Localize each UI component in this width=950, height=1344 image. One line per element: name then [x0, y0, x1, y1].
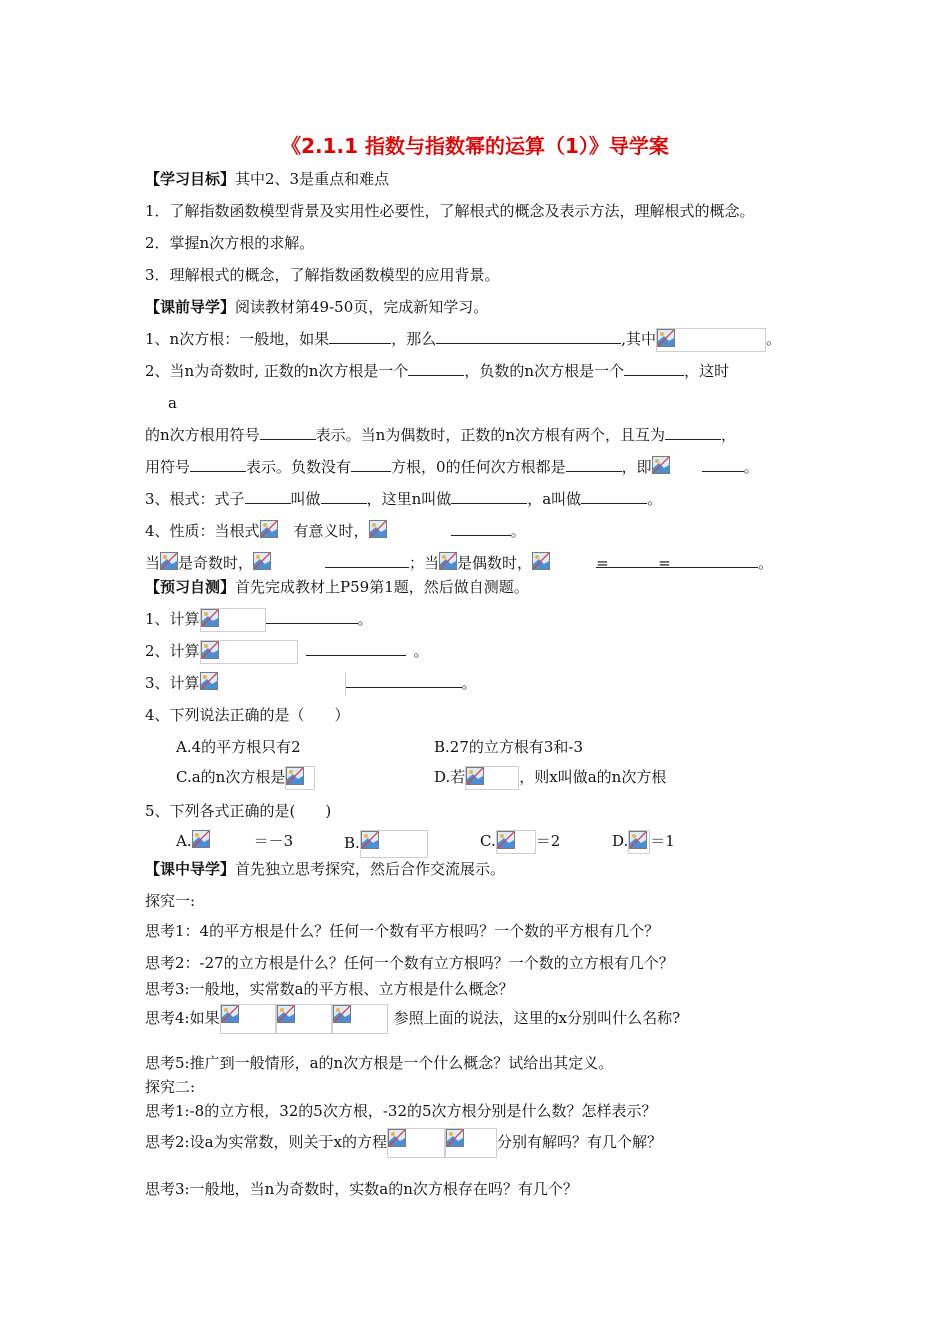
broken-image-icon: [192, 830, 210, 848]
question-2-line-4: [145, 456, 759, 480]
answer-blank[interactable]: [451, 488, 527, 504]
think-item: 思考3:一般地，当n为奇数时，实数a的n次方根存在吗？有几个？: [145, 1180, 578, 1198]
text: ，则x叫做a的n次方根: [519, 768, 667, 786]
text: 表示。当n为偶数时，正数的n次方根有两个，且互为: [315, 426, 665, 444]
text: 。: [647, 490, 663, 508]
goals-heading: 【学习目标】: [145, 170, 236, 188]
text: ＝－3: [253, 832, 294, 850]
self-test-line: [145, 576, 529, 598]
goal-item: 1．了解指数函数模型背景及实用性必要性，了解根式的概念及表示方法，理解根式的概念。: [145, 202, 755, 220]
explore-1-heading: 探究一:: [145, 892, 196, 910]
text: 表示。负数没有: [246, 458, 352, 476]
formula-image: [656, 328, 766, 352]
text: 。: [357, 610, 373, 628]
question-2-line-3: [145, 424, 736, 446]
broken-image-icon: [201, 641, 219, 659]
formula-image: [276, 1004, 332, 1034]
text: D.若: [434, 768, 466, 786]
formula-image: [439, 552, 457, 576]
text: ＝2: [535, 832, 561, 850]
goal-item: 3．理解根式的概念，了解指数函数模型的应用背景。: [145, 266, 500, 284]
option-c[interactable]: [480, 830, 560, 854]
text: ，这时: [684, 362, 730, 380]
question-2-line-2: a: [168, 394, 177, 412]
formula-image: [360, 830, 428, 858]
answer-blank[interactable]: [665, 424, 721, 440]
pre-study-heading: 【课前导学】: [145, 298, 236, 316]
think-item: 思考5:推广到一般情形，a的n次方根是一个什么概念？试给出其定义。: [145, 1054, 614, 1072]
text: C.: [480, 832, 496, 850]
answer-blank[interactable]: [658, 552, 758, 572]
question-4-line-1: [145, 520, 526, 544]
text: ，a叫做: [527, 490, 582, 508]
text: 。: [461, 674, 477, 692]
broken-image-icon: [160, 552, 178, 570]
question-4-choice: 4、下列说法正确的是（ ）: [145, 706, 350, 724]
question-3: [145, 488, 662, 510]
calc-3: [145, 672, 477, 696]
text: 分别有解吗？有几个解？: [497, 1133, 663, 1151]
broken-image-icon: [497, 831, 515, 849]
formula-image: [285, 766, 315, 790]
text: B.: [344, 834, 360, 852]
goals-intro: 其中2、3是重点和难点: [235, 170, 390, 188]
goals-line: [145, 168, 389, 190]
in-class-heading: 【课中导学】: [145, 860, 236, 878]
answer-blank[interactable]: [408, 360, 464, 376]
broken-image-icon: [439, 552, 457, 570]
option-b[interactable]: [344, 830, 428, 858]
text: 2、当n为奇数时, 正数的n次方根是一个: [145, 362, 409, 380]
answer-blank[interactable]: [245, 488, 291, 504]
text: ，负数的n次方根是一个: [464, 362, 625, 380]
self-test-heading: 【预习自测】: [145, 578, 236, 596]
text: ，那么: [391, 330, 437, 348]
answer-blank[interactable]: [451, 520, 511, 536]
text: 。: [758, 554, 774, 572]
formula-image: [260, 520, 294, 544]
answer-blank[interactable]: [351, 456, 391, 472]
broken-image-icon: [532, 552, 550, 570]
text: A.: [176, 832, 192, 850]
broken-image-icon: [629, 831, 647, 849]
text: 思考2:设a为实常数，则关于x的方程: [145, 1133, 388, 1151]
text: C.a的n次方根是: [176, 768, 286, 786]
formula-image: [253, 552, 325, 576]
text: 的n次方根用符号: [145, 426, 260, 444]
text: 。: [413, 642, 429, 660]
text: 2、计算: [145, 642, 200, 660]
formula-image: [160, 552, 178, 576]
option-a[interactable]: A.4的平方根只有2: [176, 738, 301, 756]
question-4-line-2: [145, 552, 773, 576]
text: ，这里n叫做: [366, 490, 452, 508]
answer-blank[interactable]: [566, 456, 622, 472]
broken-image-icon: [333, 1005, 351, 1023]
text: 有意义时，: [293, 522, 369, 540]
question-1: [145, 328, 781, 352]
text: =: [658, 554, 671, 572]
option-d[interactable]: [434, 766, 666, 790]
text: ，: [721, 426, 737, 444]
text: ，即: [621, 458, 652, 476]
broken-image-icon: [361, 831, 379, 849]
answer-blank[interactable]: [260, 424, 316, 440]
formula-image: [532, 552, 596, 576]
explore-2-heading: 探究二:: [145, 1078, 196, 1096]
formula-image: [465, 766, 519, 790]
option-d[interactable]: [612, 830, 675, 854]
broken-image-icon: [221, 1005, 239, 1023]
answer-blank[interactable]: [346, 672, 462, 688]
broken-image-icon: [200, 672, 218, 690]
calc-1: [145, 608, 373, 632]
formula-image: [200, 672, 346, 696]
text: =: [596, 554, 609, 572]
text: 。: [766, 330, 782, 348]
answer-blank[interactable]: [624, 360, 684, 376]
formula-image: [192, 830, 254, 854]
text: 思考4:如果: [145, 1009, 220, 1027]
answer-blank[interactable]: [321, 488, 367, 504]
text: 3、计算: [145, 674, 200, 692]
broken-image-icon: [369, 520, 387, 538]
formula-image: [200, 608, 266, 632]
text: 是偶数时，: [457, 554, 533, 572]
text: 当: [145, 554, 161, 572]
option-c[interactable]: [176, 766, 315, 790]
self-test-intro: 首先完成教材上P59第1题，然后做自测题。: [235, 578, 529, 596]
text: 方根，0的任何次方根都是: [391, 458, 566, 476]
broken-image-icon: [260, 520, 278, 538]
text: 3、根式：式子: [145, 490, 245, 508]
in-class-intro: 首先独立思考探究，然后合作交流展示。: [235, 860, 506, 878]
think-item: [145, 1004, 680, 1034]
formula-image: [628, 830, 650, 854]
broken-image-icon: [446, 1129, 464, 1147]
formula-image: [387, 1128, 445, 1158]
answer-blank[interactable]: [329, 328, 391, 344]
formula-image: [496, 830, 536, 854]
text: 。: [743, 458, 759, 476]
formula-image: [369, 520, 451, 544]
page-title: 《2.1.1 指数与指数幂的运算（1）》导学案: [281, 134, 669, 158]
broken-image-icon: [286, 767, 304, 785]
text: ,其中: [621, 330, 657, 348]
text: 叫做: [290, 490, 321, 508]
formula-image: [652, 456, 702, 480]
broken-image-icon: [466, 767, 484, 785]
text: 是奇数时，: [178, 554, 254, 572]
broken-image-icon: [201, 609, 219, 627]
formula-image: [220, 1004, 276, 1034]
answer-blank[interactable]: [596, 552, 658, 572]
answer-blank[interactable]: [306, 640, 406, 656]
option-a[interactable]: [176, 830, 293, 854]
answer-blank[interactable]: [702, 456, 744, 472]
in-class-line: [145, 858, 505, 880]
text: D.: [612, 832, 629, 850]
think-item: 思考2：-27的立方根是什么？任何一个数有立方根吗？一个数的立方根有几个？: [145, 954, 674, 972]
answer-blank[interactable]: [436, 328, 621, 344]
option-b[interactable]: B.27的立方根有3和-3: [434, 738, 584, 756]
formula-image: [332, 1004, 388, 1034]
text: 。: [510, 522, 526, 540]
broken-image-icon: [253, 552, 271, 570]
broken-image-icon: [652, 456, 670, 474]
broken-image-icon: [277, 1005, 295, 1023]
answer-blank[interactable]: [325, 552, 409, 568]
text: ；当: [409, 554, 440, 572]
answer-blank[interactable]: [266, 608, 358, 624]
question-2-line-1: [145, 360, 729, 382]
broken-image-icon: [657, 329, 675, 347]
text: 4、性质：当根式: [145, 522, 260, 540]
broken-image-icon: [388, 1129, 406, 1147]
text: 用符号: [145, 458, 191, 476]
text: 参照上面的说法，这里的x分别叫什么名称?: [393, 1009, 681, 1027]
answer-blank[interactable]: [190, 456, 246, 472]
goal-item: 2．掌握n次方根的求解。: [145, 234, 315, 252]
formula-image: [200, 640, 298, 664]
answer-blank[interactable]: [581, 488, 647, 504]
formula-image: [445, 1128, 497, 1158]
think-item: 思考3:一般地，实常数a的平方根、立方根是什么概念？: [145, 980, 514, 998]
pre-study-line: [145, 296, 488, 318]
think-item: 思考1：4的平方根是什么？任何一个数有平方根吗？一个数的平方根有几个？: [145, 922, 660, 940]
question-5-choice: 5、下列各式正确的是( ): [145, 802, 332, 820]
calc-2: [145, 640, 429, 664]
text: ＝1: [650, 832, 675, 850]
pre-study-intro: 阅读教材第49-50页，完成新知学习。: [235, 298, 489, 316]
think-item: [145, 1128, 662, 1158]
think-item: 思考1:-8的立方根，32的5次方根，-32的5次方根分别是什么数？怎样表示？: [145, 1102, 657, 1120]
text: 1、n次方根：一般地，如果: [145, 330, 330, 348]
text: 1、计算: [145, 610, 200, 628]
